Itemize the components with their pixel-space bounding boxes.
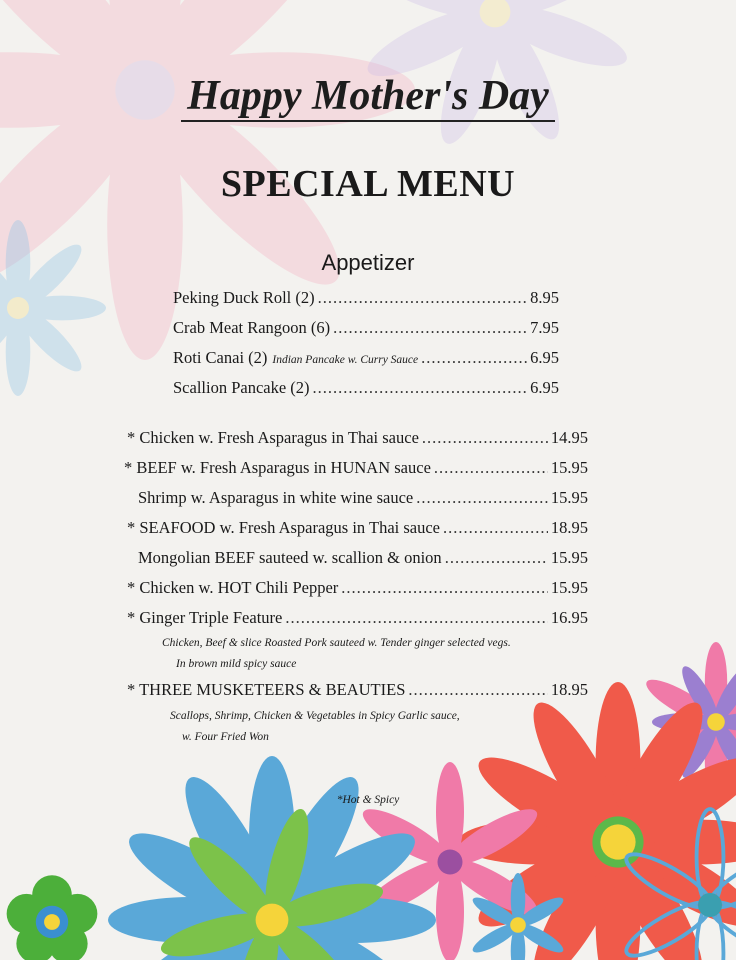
item-name: * Chicken w. Fresh Asparagus in Thai sauce — [127, 428, 419, 447]
item-name: Roti Canai (2) — [173, 348, 268, 367]
menu-subtitle: SPECIAL MENU — [220, 163, 516, 205]
item-price: 15.95 — [550, 578, 588, 597]
item-name: Mongolian BEEF sauteed w. scallion & onion — [138, 548, 442, 567]
leader-dots — [333, 318, 527, 338]
menu-item — [127, 428, 588, 448]
item-description: Scallops, Shrimp, Chicken & Vegetables in Spicy Garlic sauce, — [170, 710, 460, 722]
item-price: 16.95 — [550, 608, 588, 627]
menu-item — [138, 548, 588, 568]
item-name: Scallion Pancake (2) — [173, 378, 310, 397]
item-note: Indian Pancake w. Curry Sauce — [272, 354, 419, 366]
menu-item — [138, 488, 588, 508]
leader-dots — [443, 518, 548, 538]
item-price: 15.95 — [550, 548, 588, 567]
menu-item — [127, 518, 588, 538]
item-price: 6.95 — [530, 378, 559, 397]
item-description: In brown mild spicy sauce — [176, 658, 297, 670]
item-price: 14.95 — [550, 428, 588, 447]
flower-blue-bottom — [108, 756, 436, 960]
leader-dots — [408, 680, 548, 700]
menu-item — [127, 578, 588, 598]
item-name: * Ginger Triple Feature — [127, 608, 283, 627]
title-text: Happy Mother's Day — [181, 73, 555, 122]
leader-dots — [434, 458, 548, 478]
menu-item — [173, 378, 559, 398]
item-name: * THREE MUSKETEERS & BEAUTIES — [127, 680, 406, 699]
page-title — [0, 72, 736, 120]
leader-dots — [318, 288, 528, 308]
flower-green-bottom-left — [7, 875, 98, 960]
menu-item — [127, 680, 588, 700]
item-price: 15.95 — [550, 488, 588, 507]
item-name: * SEAFOOD w. Fresh Asparagus in Thai sauce — [127, 518, 441, 537]
leader-dots — [285, 608, 548, 628]
section-heading-appetizer: Appetizer — [321, 250, 415, 275]
item-price: 15.95 — [550, 458, 588, 477]
item-description: w. Four Fried Won — [182, 731, 269, 743]
item-price: 18.95 — [550, 518, 588, 537]
menu-item — [127, 608, 588, 628]
leader-dots — [313, 378, 528, 398]
item-name: Shrimp w. Asparagus in white wine sauce — [138, 488, 414, 507]
menu-item — [124, 458, 588, 478]
menu-item — [173, 318, 559, 338]
leader-dots — [341, 578, 548, 598]
leader-dots — [421, 348, 527, 368]
leader-dots — [422, 428, 548, 448]
faded-flower-left — [0, 220, 106, 396]
item-price: 7.95 — [530, 318, 559, 337]
item-name: * BEEF w. Fresh Asparagus in HUNAN sauce — [124, 458, 431, 477]
item-price: 6.95 — [530, 348, 559, 367]
leader-dots — [416, 488, 548, 508]
item-name: Peking Duck Roll (2) — [173, 288, 315, 307]
item-price: 18.95 — [550, 680, 588, 699]
item-description: Chicken, Beef & slice Roasted Pork sauteed w. Tender ginger selected vegs. — [162, 637, 511, 649]
item-name: * Chicken w. HOT Chili Pepper — [127, 578, 339, 597]
item-price: 8.95 — [530, 288, 559, 307]
footnote-hot-spicy: *Hot & Spicy — [336, 794, 400, 806]
item-name: Crab Meat Rangoon (6) — [173, 318, 331, 337]
menu-item — [173, 348, 559, 368]
menu-item — [173, 288, 559, 308]
leader-dots — [445, 548, 548, 568]
